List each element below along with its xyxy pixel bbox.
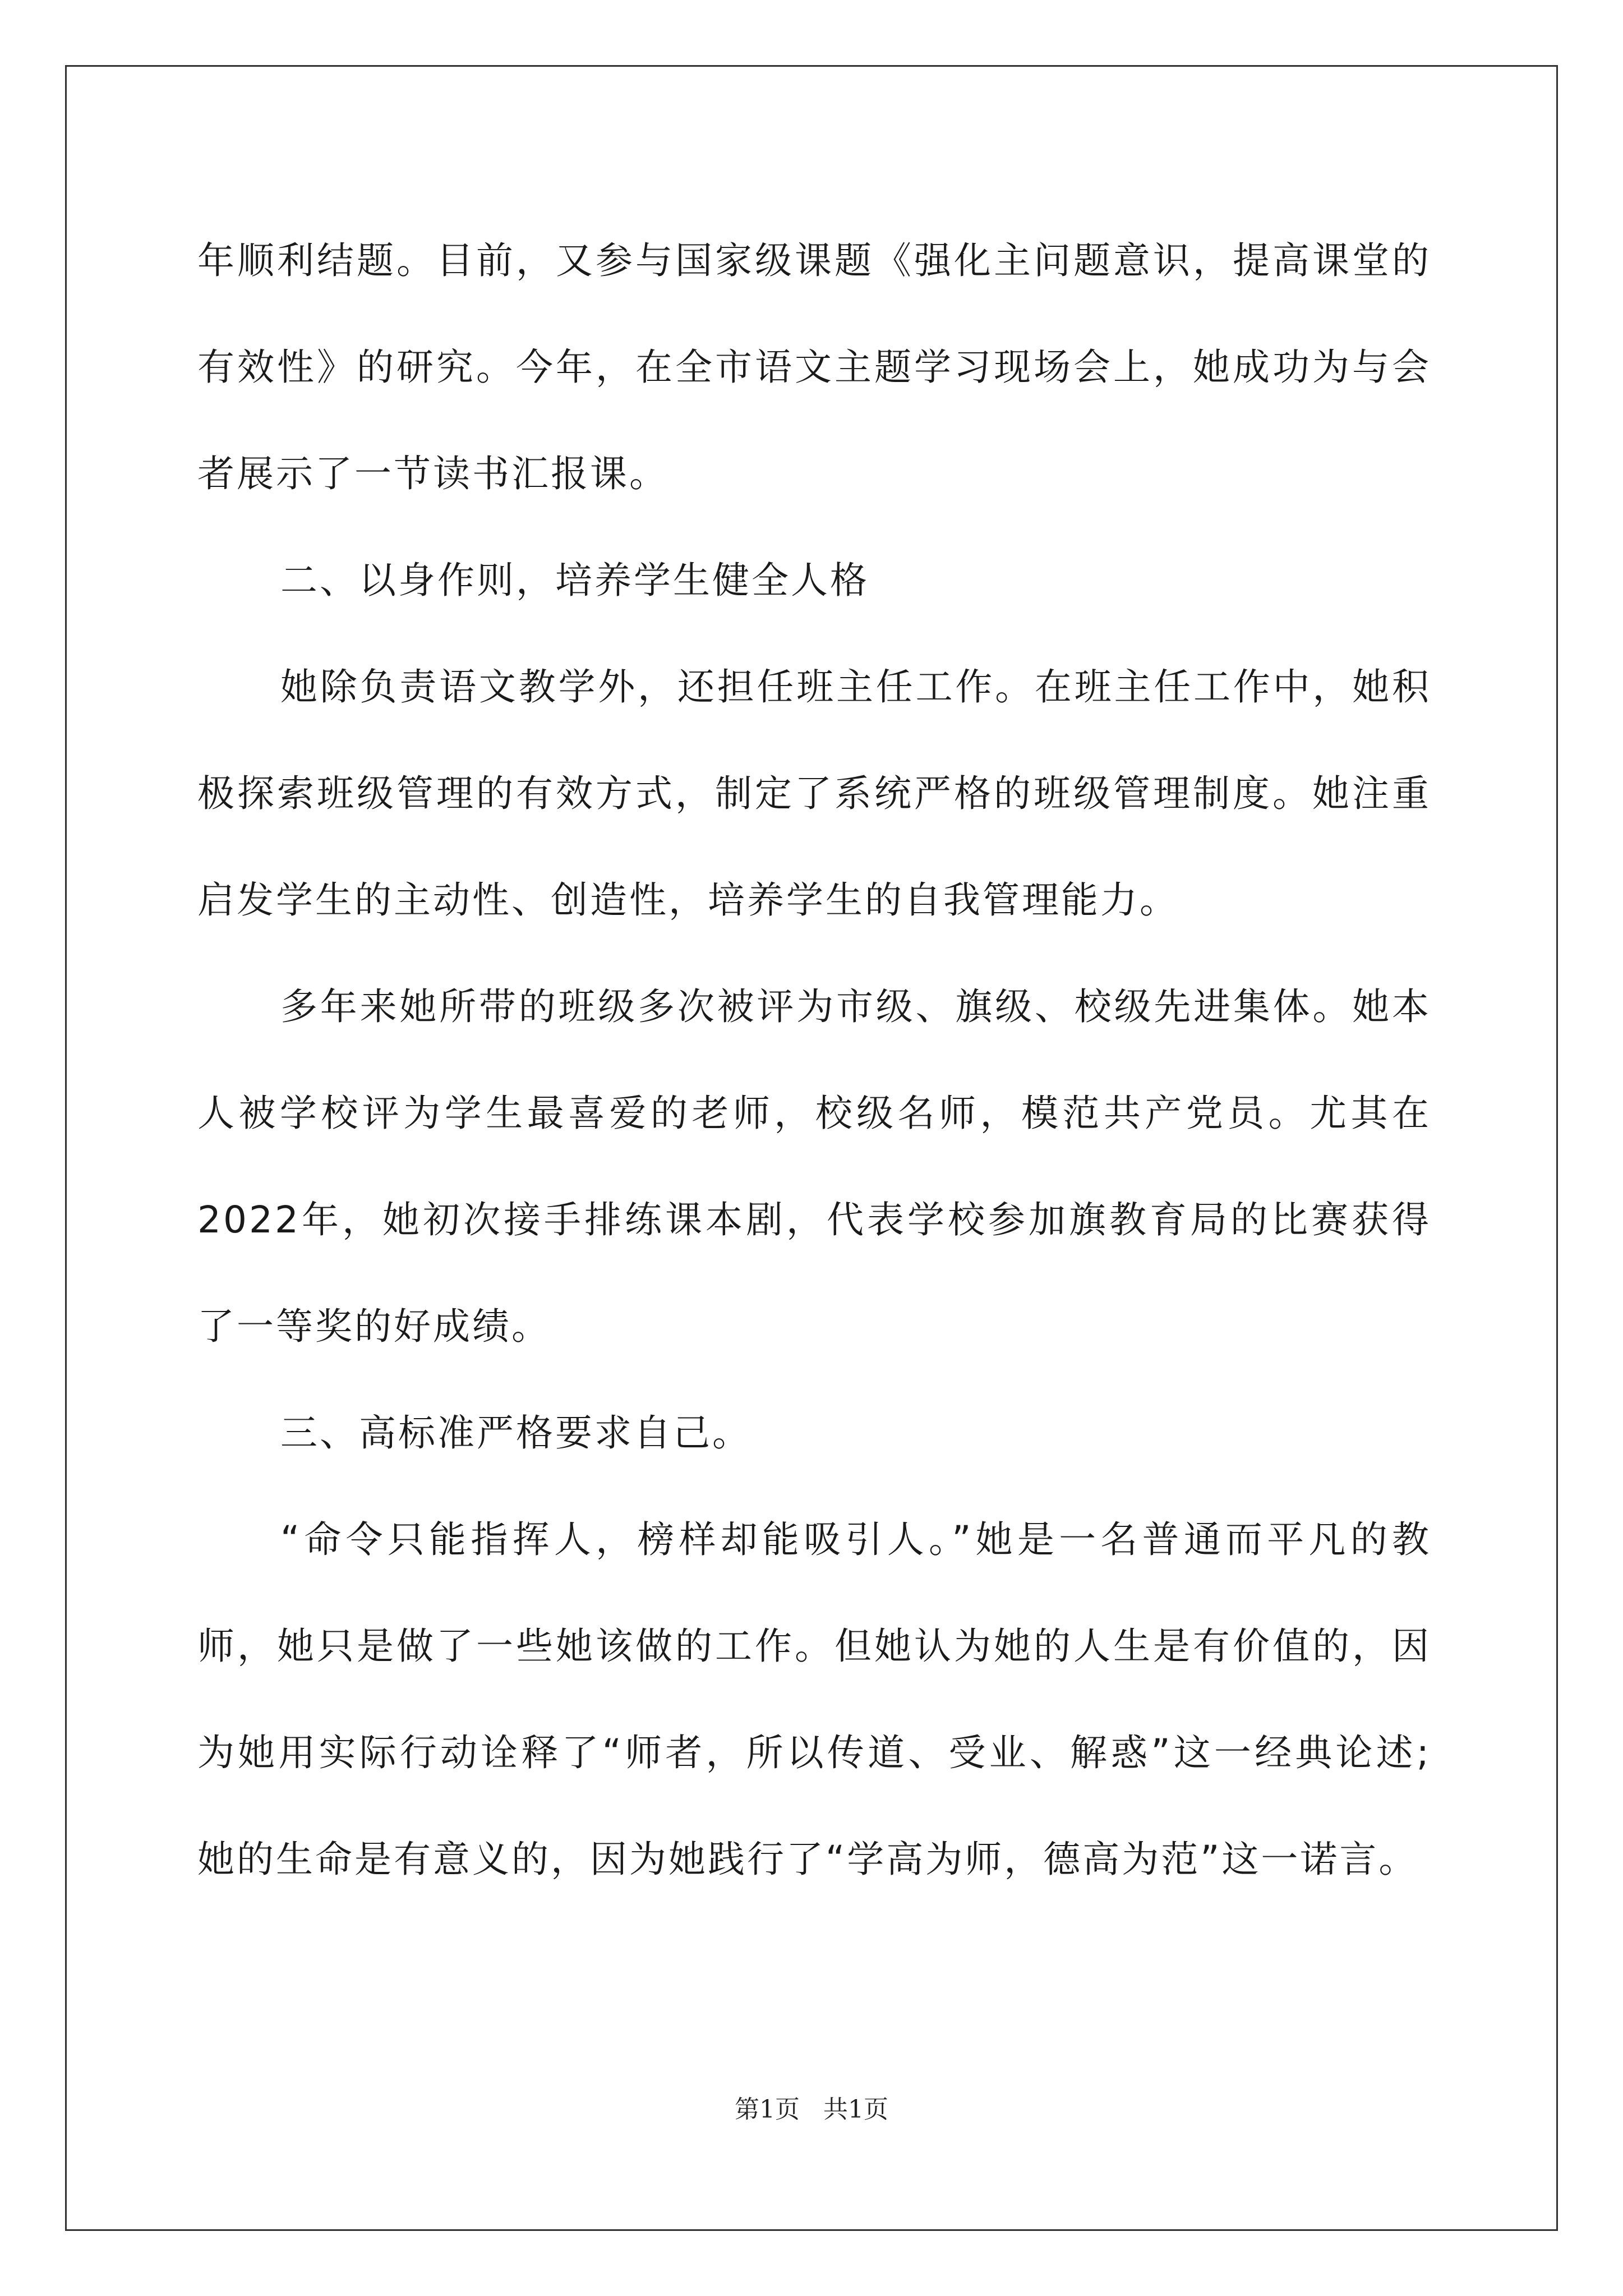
page-total: 共1页 (823, 2095, 888, 2124)
paragraph-continuation: 年顺利结题。目前，又参与国家级课题《强化主问题意识，提高课堂的有效性》的研究。今年，在全市语文主题学习现场会上，她成功为与会者展示了一节读书汇报课。 (197, 239, 1431, 495)
paragraph-achievements: 多年来她所带的班级多次被评为市级、旗级、校级先进集体。她本人被学校评为学生最喜爱的老师，校级名师，模范共产党员。尤其在2022年，她初次接手排练课本剧，代表学校参加旗教育局的比赛获得了一等奖的好成绩。 (197, 985, 1431, 1348)
section-heading-2: 二、以身作则，培养学生健全人格 (280, 559, 869, 602)
page-number: 第1页 (735, 2095, 800, 2124)
document-body (197, 208, 1431, 1913)
section-heading-3: 三、高标准严格要求自己。 (280, 1411, 751, 1455)
paragraph-class-management: 她除负责语文教学外，还担任班主任工作。在班主任工作中，她积极探索班级管理的有效方式，制定了系统严格的班级管理制度。她注重启发学生的主动性、创造性，培养学生的自我管理能力。 (197, 665, 1431, 922)
page-footer (0, 2089, 1623, 2125)
paragraph-conclusion: “命令只能指挥人，榜样却能吸引人。”她是一名普通而平凡的教师，她只是做了一些她该做的工作。但她认为她的人生是有价值的，因为她用实际行动诠释了“师者，所以传道、受业、解惑”这一经典论述;她的生命是有意义的，因为她践行了“学高为师，德高为范”这一诺言。 (197, 1518, 1431, 1881)
